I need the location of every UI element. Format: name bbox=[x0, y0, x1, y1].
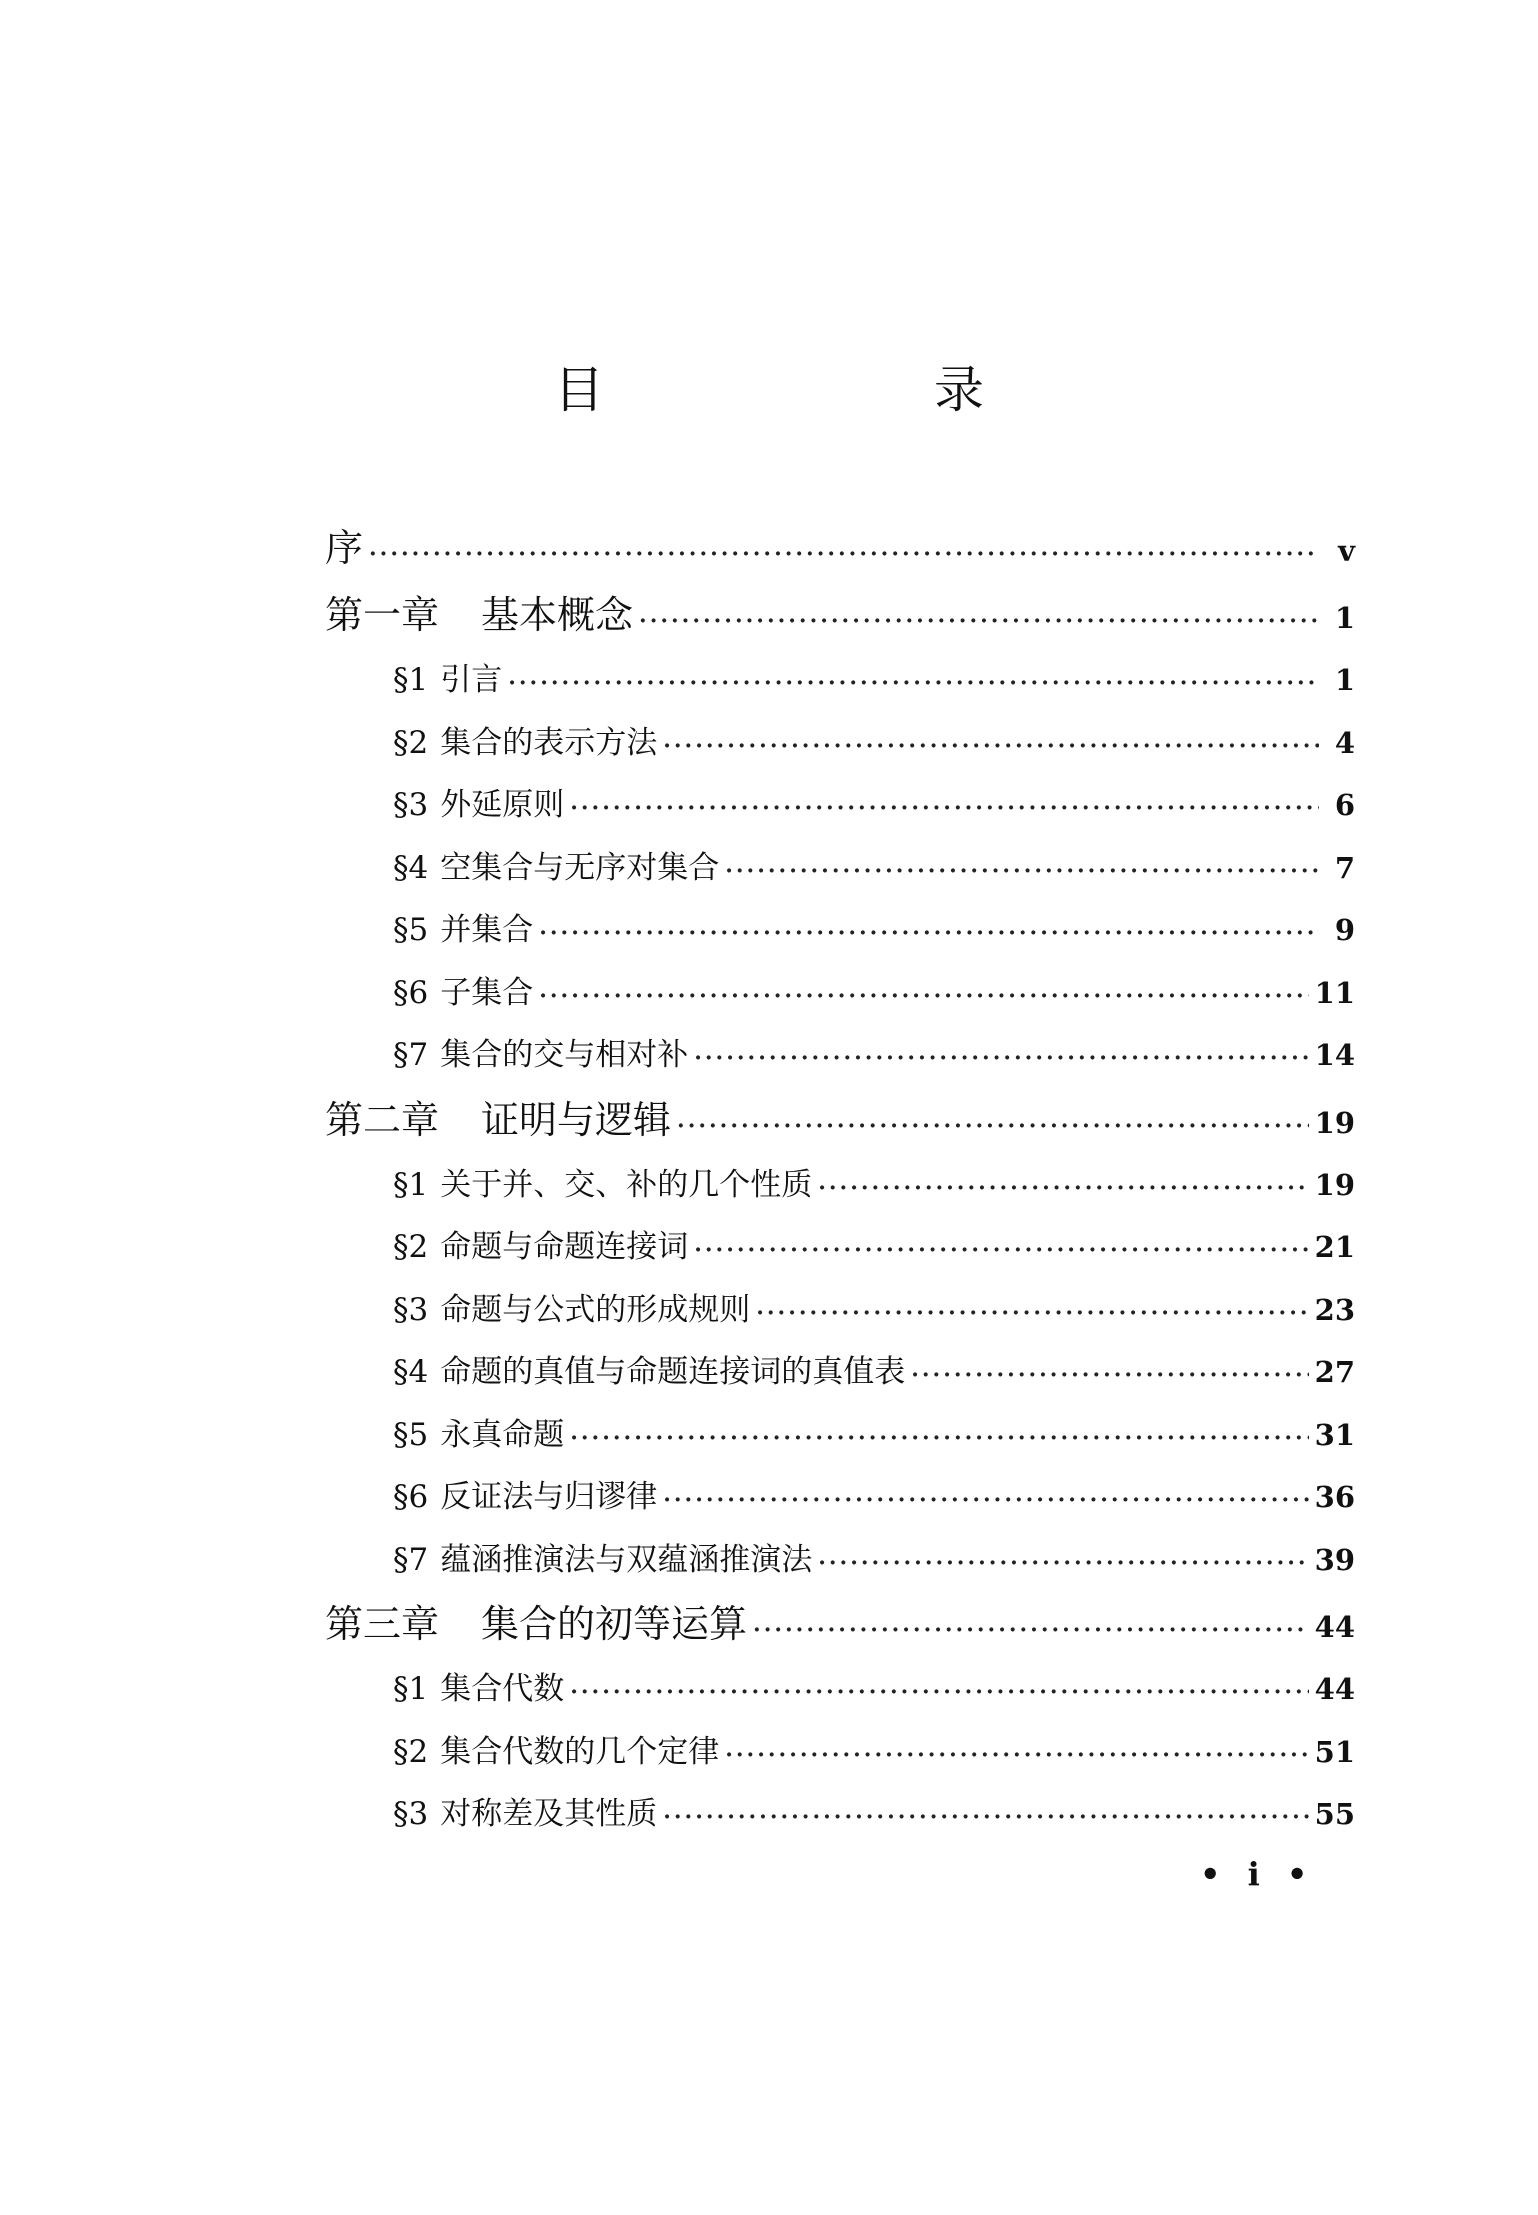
section-number: §5 bbox=[393, 1416, 429, 1453]
toc-section-entry[interactable] bbox=[325, 1404, 1355, 1467]
toc-section-entry[interactable] bbox=[325, 1466, 1355, 1529]
section-number: §7 bbox=[393, 1037, 429, 1073]
dot-leader bbox=[663, 1469, 1308, 1532]
dot-leader bbox=[818, 1532, 1308, 1595]
entry-title: 蕴涵推演法与双蕴涵推演法 bbox=[440, 1541, 813, 1578]
entry-page-number: 27 bbox=[1314, 1355, 1355, 1389]
dot-leader bbox=[508, 652, 1319, 715]
dot-leader bbox=[539, 965, 1308, 1028]
toc-section-entry[interactable] bbox=[325, 1721, 1355, 1784]
dot-leader bbox=[694, 1027, 1308, 1090]
section-number: §3 bbox=[393, 787, 429, 823]
section-number: §2 bbox=[393, 1733, 429, 1770]
section-number: §3 bbox=[393, 1796, 429, 1832]
entry-title: 命题的真值与命题连接词的真值表 bbox=[440, 1354, 906, 1390]
toc-section-entry[interactable] bbox=[325, 962, 1355, 1025]
toc-section-entry[interactable] bbox=[325, 774, 1355, 837]
entry-page-number: 23 bbox=[1314, 1292, 1355, 1327]
entry-title: 子集合 bbox=[440, 974, 534, 1011]
entry-page-number: 31 bbox=[1314, 1417, 1355, 1452]
entry-page-number: 14 bbox=[1314, 1038, 1355, 1072]
toc-section-entry[interactable] bbox=[325, 1783, 1355, 1846]
entry-page-number: 36 bbox=[1314, 1480, 1355, 1514]
entry-page-number: 21 bbox=[1314, 1230, 1355, 1264]
entry-title: 集合代数的几个定律 bbox=[440, 1733, 720, 1770]
entry-title: 集合的表示方法 bbox=[440, 724, 658, 761]
toc-section-entry[interactable] bbox=[325, 649, 1355, 712]
entry-title: 集合的初等运算 bbox=[481, 1602, 748, 1646]
toc-section-entry[interactable] bbox=[325, 1154, 1355, 1217]
entry-title: 对称差及其性质 bbox=[440, 1796, 658, 1832]
entry-title: 证明与逻辑 bbox=[481, 1097, 672, 1142]
entry-page-number: v bbox=[1338, 534, 1355, 568]
dot-leader bbox=[677, 1093, 1309, 1160]
toc-section-entry[interactable] bbox=[325, 1658, 1355, 1721]
toc-section-entry[interactable] bbox=[325, 1529, 1355, 1592]
entry-title: 命题与命题连接词 bbox=[440, 1229, 689, 1265]
entry-page-number: 1 bbox=[1334, 601, 1355, 635]
entry-title: 引言 bbox=[440, 662, 503, 698]
page-number: • i • bbox=[1200, 1855, 1316, 1893]
entry-title: 并集合 bbox=[440, 912, 534, 948]
dot-leader bbox=[570, 1407, 1308, 1470]
entry-page-number: 51 bbox=[1314, 1734, 1355, 1769]
page-title: 目 录 bbox=[554, 361, 1124, 419]
entry-title: 基本概念 bbox=[481, 593, 634, 637]
section-number: §2 bbox=[393, 1229, 429, 1265]
entry-page-number: 55 bbox=[1314, 1797, 1355, 1831]
section-number: §4 bbox=[393, 1354, 429, 1390]
entry-page-number: 11 bbox=[1314, 975, 1355, 1010]
toc-chapter-entry[interactable] bbox=[325, 582, 1355, 649]
chapter-label: 第二章 bbox=[325, 1097, 440, 1142]
dot-leader bbox=[756, 1282, 1308, 1345]
section-number: §2 bbox=[393, 724, 429, 761]
entry-title: 空集合与无序对集合 bbox=[440, 849, 720, 886]
toc-section-entry[interactable] bbox=[325, 712, 1355, 775]
dot-leader bbox=[725, 1724, 1308, 1787]
entry-page-number: 44 bbox=[1314, 1610, 1355, 1644]
section-number: §6 bbox=[393, 974, 429, 1011]
section-number: §7 bbox=[393, 1541, 429, 1578]
entry-title: 集合的交与相对补 bbox=[440, 1037, 689, 1073]
entry-title: 命题与公式的形成规则 bbox=[440, 1291, 751, 1328]
entry-title: 序 bbox=[325, 526, 364, 570]
entry-page-number: 6 bbox=[1334, 788, 1355, 822]
dot-leader bbox=[725, 840, 1319, 903]
dot-leader bbox=[369, 521, 1319, 588]
entry-page-number: 19 bbox=[1314, 1105, 1355, 1140]
section-number: §4 bbox=[393, 849, 429, 886]
section-number: §5 bbox=[393, 912, 429, 948]
section-number: §1 bbox=[393, 662, 429, 698]
dot-leader bbox=[570, 1661, 1308, 1724]
toc-section-entry[interactable] bbox=[325, 1341, 1355, 1404]
entry-page-number: 19 bbox=[1314, 1167, 1355, 1202]
section-number: §6 bbox=[393, 1479, 429, 1515]
toc-chapter-entry[interactable] bbox=[325, 1087, 1355, 1154]
dot-leader bbox=[663, 715, 1319, 778]
entry-page-number: 4 bbox=[1334, 725, 1355, 760]
entry-page-number: 44 bbox=[1314, 1672, 1355, 1706]
chapter-label: 第一章 bbox=[325, 593, 440, 637]
dot-leader bbox=[539, 902, 1319, 965]
entry-page-number: 7 bbox=[1334, 850, 1355, 885]
entry-page-number: 39 bbox=[1314, 1542, 1355, 1577]
section-number: §3 bbox=[393, 1291, 429, 1328]
dot-leader bbox=[911, 1344, 1308, 1407]
toc-chapter-entry[interactable] bbox=[325, 1591, 1355, 1658]
toc-section-entry[interactable] bbox=[325, 1279, 1355, 1342]
toc-section-entry[interactable] bbox=[325, 837, 1355, 900]
table-of-contents bbox=[325, 515, 1355, 1846]
toc-section-entry[interactable] bbox=[325, 899, 1355, 962]
entry-page-number: 9 bbox=[1334, 913, 1355, 947]
section-number: §1 bbox=[393, 1671, 429, 1707]
toc-section-entry[interactable] bbox=[325, 1216, 1355, 1279]
entry-page-number: 1 bbox=[1334, 663, 1355, 697]
toc-chapter-entry[interactable] bbox=[325, 515, 1355, 582]
chapter-label: 第三章 bbox=[325, 1602, 440, 1646]
dot-leader bbox=[639, 588, 1319, 655]
section-number: §1 bbox=[393, 1166, 429, 1203]
dot-leader bbox=[753, 1597, 1309, 1664]
toc-section-entry[interactable] bbox=[325, 1024, 1355, 1087]
dot-leader bbox=[570, 777, 1319, 840]
dot-leader bbox=[694, 1219, 1308, 1282]
dot-leader bbox=[818, 1157, 1308, 1220]
dot-leader bbox=[663, 1786, 1308, 1849]
entry-title: 反证法与归谬律 bbox=[440, 1479, 658, 1515]
entry-title: 外延原则 bbox=[440, 787, 565, 823]
entry-title: 永真命题 bbox=[440, 1416, 565, 1453]
entry-title: 关于并、交、补的几个性质 bbox=[440, 1166, 813, 1203]
entry-title: 集合代数 bbox=[440, 1671, 565, 1707]
